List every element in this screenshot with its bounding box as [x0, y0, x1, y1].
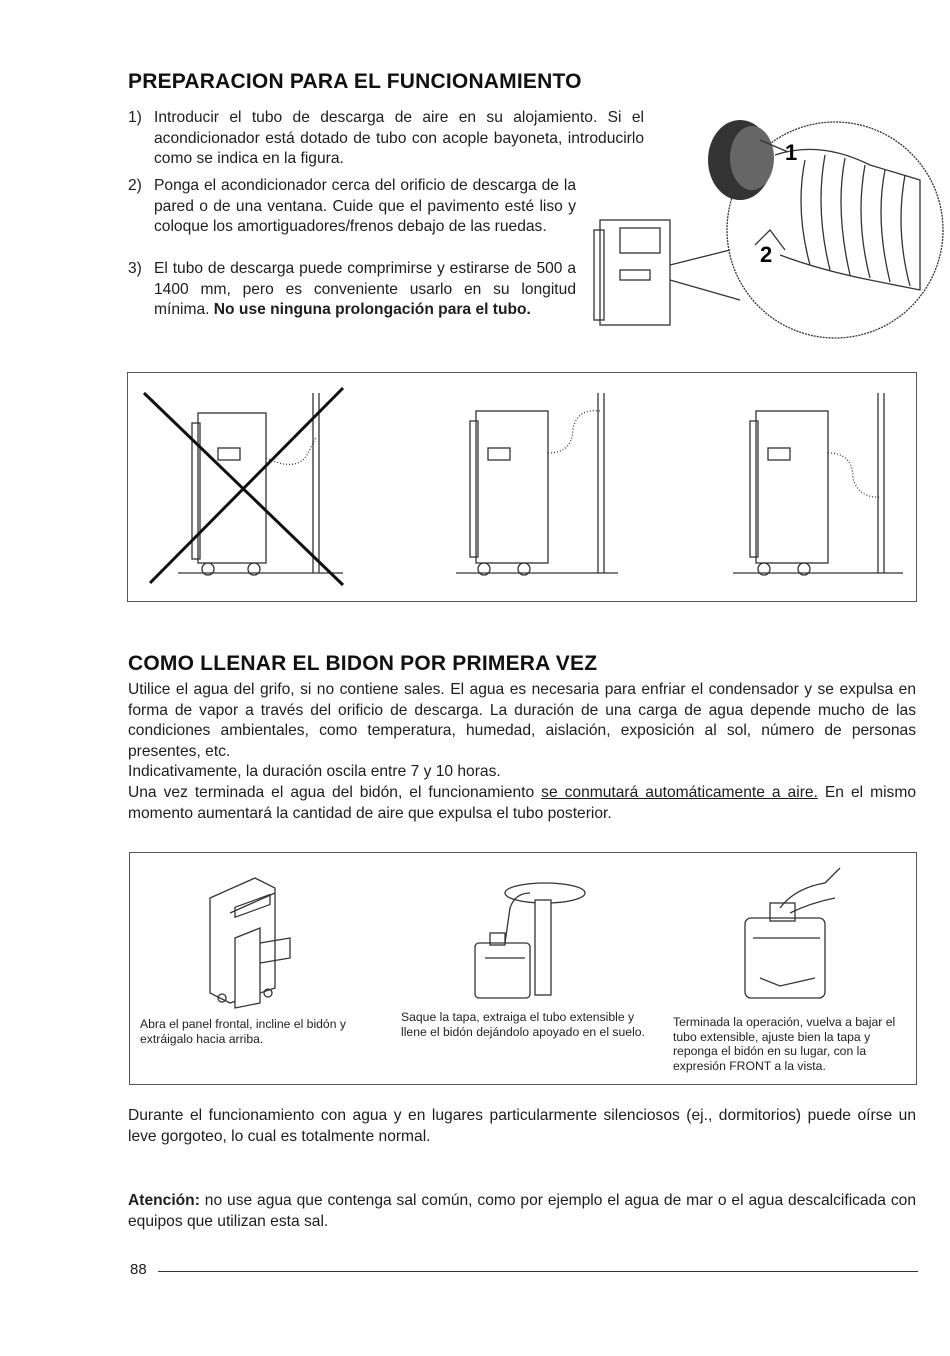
step-label-2: 2 — [760, 242, 773, 267]
open-panel-illustration — [200, 868, 310, 1008]
step-number: 2) — [128, 177, 142, 194]
correct-position-illustration-2 — [728, 373, 928, 598]
paragraph-duration: Indicativamente, la duración oscila entre 7 y 10 horas. — [128, 763, 501, 781]
step-text: Ponga el acondicionador cerca del orificio de descarga de la pared o de una ventana. Cuide que el pavimento esté liso y coloque los amortiguadores/frenos debajo de las ruedas. — [154, 177, 576, 236]
incorrect-position-illustration — [138, 373, 358, 598]
step-text: El tubo de descarga puede comprimirse y estirarse de 500 a 1400 mm, pero es conveniente usarlo en su longitud mínima. No use ninguna prolongación para el tubo. — [154, 260, 576, 319]
section-title-preparation: PREPARACION PARA EL FUNCIONAMIENTO — [128, 70, 582, 93]
caption-fill-tank: Saque la tapa, extraiga el tubo extensible y llene el bidón dejándolo apoyado en el suelo. — [401, 1010, 645, 1039]
step-number: 3) — [128, 260, 142, 277]
step-number: 1) — [128, 109, 142, 126]
step-2 — [128, 176, 576, 238]
caption-reinstall-tank: Terminada la operación, vuelva a bajar el tubo extensible, ajuste bien la tapa y reponga el bidón en su lugar, con la expresión FRONT a la vista. — [673, 1015, 896, 1073]
page-number: 88 — [130, 1261, 147, 1278]
fill-tank-illustration — [465, 868, 595, 1008]
paragraph-water-source: Utilice el agua del grifo, si no contiene sales. El agua es necesaria para enfriar el condensador y se expulsa en forma de vapor a través del orificio de descarga. La duración de una carga de agua depende mucho de las condiciones ambientales, como temperatura, humedad, aislación, exposición al sol, número de personas presentes, etc. — [128, 681, 916, 760]
attention-note — [128, 1191, 916, 1232]
gurgling-note: Durante el funcionamiento con agua y en lugares particularmente silenciosos (ej., dormitorios) puede oírse un leve gorgoteo, lo cual es totalmente normal. — [128, 1107, 916, 1145]
correct-position-illustration-1 — [448, 373, 648, 598]
section-title-fill-tank: COMO LLENAR EL BIDON POR PRIMERA VEZ — [128, 652, 598, 675]
step-1 — [128, 108, 644, 170]
tank-filling-figure — [129, 852, 917, 1085]
intro-paragraph — [128, 680, 916, 824]
attention-label: Atención: — [128, 1192, 200, 1209]
step-3 — [128, 259, 576, 321]
warning-bold-text: No use ninguna prolongación para el tubo. — [213, 301, 531, 319]
paragraph-switch-to-air: Una vez terminada el agua del bidón, el funcionamiento se conmutará automáticamente a aire. En el mismo momento aumentará la cantidad de aire que expulsa el tubo posterior. — [128, 783, 916, 822]
attention-text: no use agua que contenga sal común, como por ejemplo el agua de mar o el agua descalcificada con equipos que utilizan esta sal. — [128, 1192, 916, 1230]
hose-position-figure — [127, 372, 917, 602]
step-label-1: 1 — [785, 140, 798, 165]
step-text: Introducir el tubo de descarga de aire en su alojamiento. Si el acondicionador está dotado de tubo con acople bayoneta, introducirlo como se indica en la figura. — [154, 109, 644, 168]
footer-rule — [158, 1271, 918, 1272]
bayonet-coupling-illustration — [580, 70, 940, 340]
reinstall-tank-illustration — [735, 868, 845, 1008]
caption-open-panel: Abra el panel frontal, incline el bidón y extráigalo hacia arriba. — [140, 1017, 346, 1046]
underlined-text: se conmutará automáticamente a aire. — [541, 783, 818, 801]
